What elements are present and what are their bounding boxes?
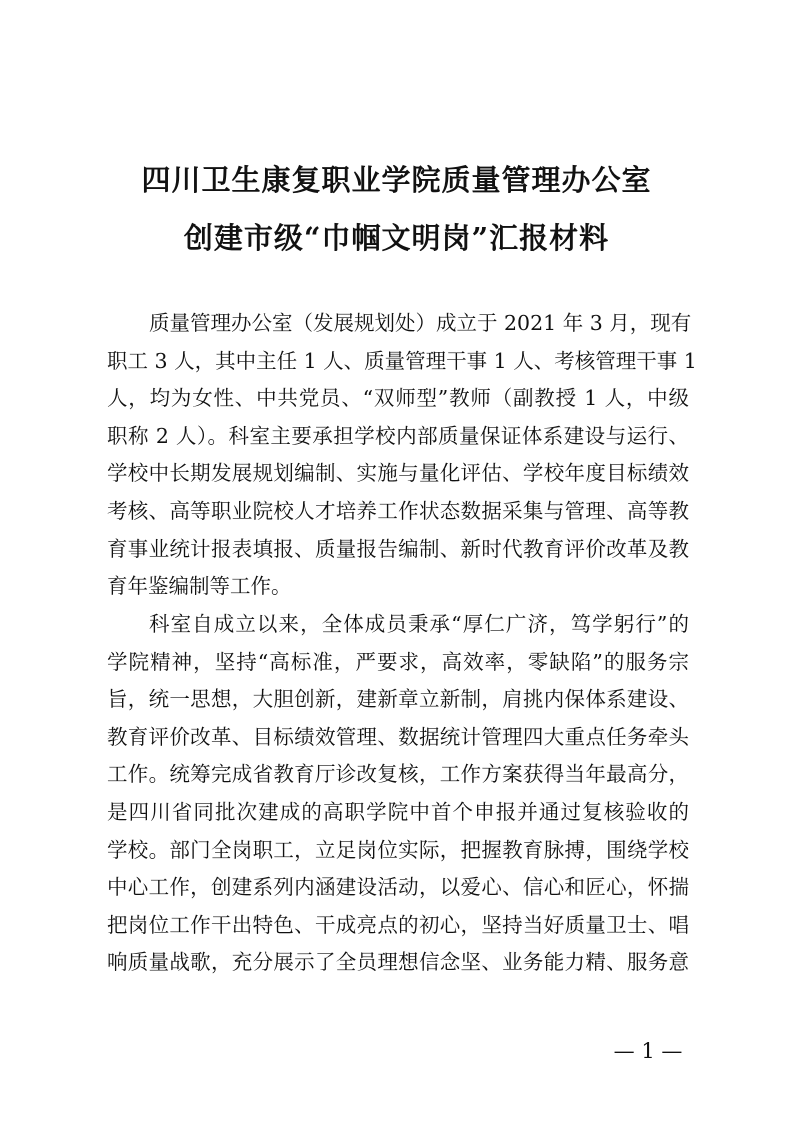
paragraph-1 xyxy=(107,305,697,606)
paragraph-line: 把岗位工作干出特色、干成亮点的初心，坚持当好质量卫士、唱 xyxy=(107,912,689,937)
paragraph-line: 考核、高等职业院校人才培养工作状态数据采集与管理、高等教 xyxy=(107,498,689,523)
paragraph-2 xyxy=(107,606,689,982)
paragraph-line: 育年鉴编制等工作。 xyxy=(107,574,292,599)
paragraph-line: 育事业统计报表填报、质量报告编制、新时代教育评价改革及教 xyxy=(107,536,689,561)
paragraph-line: 响质量战歌，充分展示了全员理想信念坚、业务能力精、服务意 xyxy=(107,950,689,975)
paragraph-line: 学校中长期发展规划编制、实施与量化评估、学校年度目标绩效 xyxy=(107,461,689,486)
paragraph-line: 职工 3 人，其中主任 1 人、质量管理干事 1 人、考核管理干事 1 xyxy=(107,348,697,373)
page-number: — 1 — xyxy=(613,1039,683,1063)
paragraph-line: 职称 2 人）。科室主要承担学校内部质量保证体系建设与运行、 xyxy=(107,423,689,448)
document-title-line-2: 创建市级“巾帼文明岗”汇报材料 xyxy=(183,221,610,255)
paragraph-line: 教育评价改革、目标绩效管理、数据统计管理四大重点任务牵头 xyxy=(107,724,689,749)
paragraph-line: 质量管理办公室（发展规划处）成立于 2021 年 3 月，现有 xyxy=(149,311,692,335)
paragraph-line: 工作。统筹完成省教育厅诊改复核，工作方案获得当年最高分， xyxy=(107,762,689,787)
document-title-line-1: 四川卫生康复职业学院质量管理办公室 xyxy=(141,163,652,197)
paragraph-line: 人，均为女性、中共党员、“双师型”教师（副教授 1 人，中级 xyxy=(107,386,689,411)
paragraph-line: 科室自成立以来，全体成员秉承“厚仁广济，笃学躬行”的 xyxy=(149,612,689,636)
paragraph-line: 学校。部门全岗职工，立足岗位实际，把握教育脉搏，围绕学校 xyxy=(107,837,689,862)
paragraph-line: 是四川省同批次建成的高职学院中首个申报并通过复核验收的 xyxy=(107,799,689,824)
paragraph-line: 学院精神，坚持“高标准，严要求，高效率，零缺陷”的服务宗 xyxy=(107,649,689,674)
paragraph-line: 中心工作，创建系列内涵建设活动，以爱心、信心和匠心，怀揣 xyxy=(107,875,689,900)
paragraph-line: 旨，统一思想，大胆创新，建新章立新制，肩挑内保体系建设、 xyxy=(107,687,689,712)
